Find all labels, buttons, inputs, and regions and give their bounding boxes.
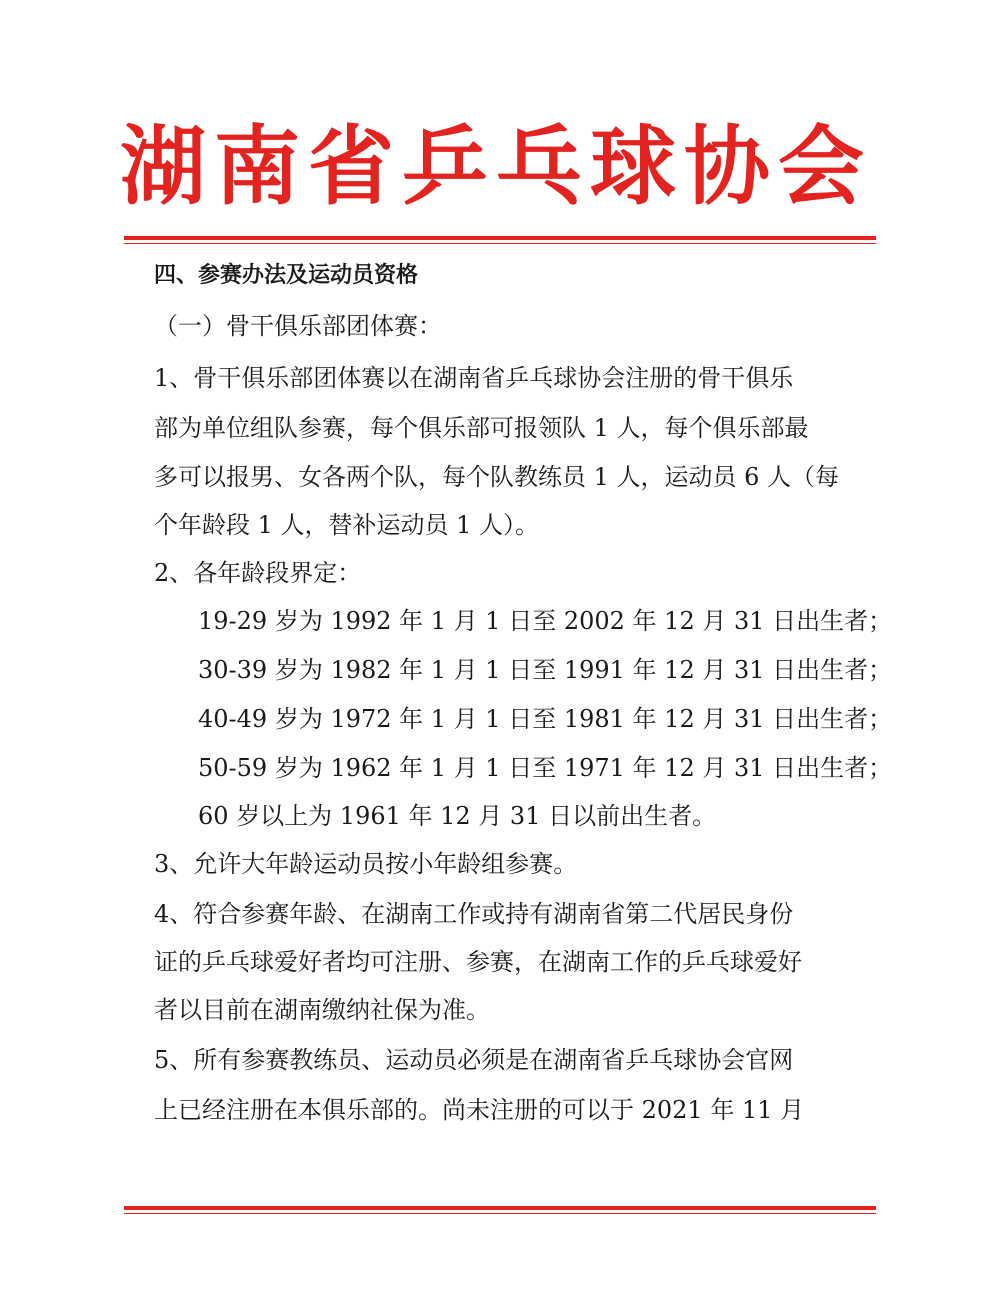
item4-line-1: 4、符合参赛年龄、在湖南工作或持有湖南省第二代居民身份 bbox=[154, 900, 794, 928]
item5-line-2: 上已经注册在本俱乐部的。尚未注册的可以于 2021 年 11 月 bbox=[154, 1096, 805, 1124]
section-heading: 四、参赛办法及运动员资格 bbox=[154, 263, 419, 288]
item1-line-3: 多可以报男、女各两个队，每个队教练员 1 人，运动员 6 人（每 bbox=[154, 463, 840, 491]
footer-rule bbox=[124, 1206, 876, 1214]
item5-line-1: 5、所有参赛教练员、运动员必须是在湖南省乒乓球协会官网 bbox=[154, 1046, 794, 1074]
letterhead-title: 湖南省乒乓球协会 bbox=[120, 116, 872, 217]
age-range-4: 50-59 岁为 1962 年 1 月 1 日至 1971 年 12 月 31 日出生者； bbox=[198, 754, 893, 782]
age-range-1: 19-29 岁为 1992 年 1 月 1 日至 2002 年 12 月 31 日出生者； bbox=[198, 607, 893, 635]
age-range-5: 60 岁以上为 1961 年 12 月 31 日以前出生者。 bbox=[198, 802, 717, 830]
item4-line-2: 证的乒乓球爱好者均可注册、参赛，在湖南工作的乒乓球爱好 bbox=[154, 948, 802, 976]
age-range-2: 30-39 岁为 1982 年 1 月 1 日至 1991 年 12 月 31 日出生者； bbox=[198, 656, 893, 684]
age-range-3: 40-49 岁为 1972 年 1 月 1 日至 1981 年 12 月 31 日出生者； bbox=[198, 705, 893, 733]
item1-line-1: 1、骨干俱乐部团体赛以在湖南省乒乓球协会注册的骨干俱乐 bbox=[154, 364, 794, 392]
item2-title: 2、各年龄段界定： bbox=[154, 559, 362, 587]
item1-line-4: 个年龄段 1 人，替补运动员 1 人）。 bbox=[154, 511, 540, 539]
item4-line-3: 者以目前在湖南缴纳社保为准。 bbox=[154, 996, 490, 1024]
item1-line-2: 部为单位组队参赛，每个俱乐部可报领队 1 人，每个俱乐部最 bbox=[154, 414, 809, 442]
letterhead-top-rule bbox=[124, 236, 876, 244]
subsection-heading: （一）骨干俱乐部团体赛： bbox=[154, 312, 442, 340]
item3: 3、允许大年龄运动员按小年龄组参赛。 bbox=[154, 850, 578, 878]
